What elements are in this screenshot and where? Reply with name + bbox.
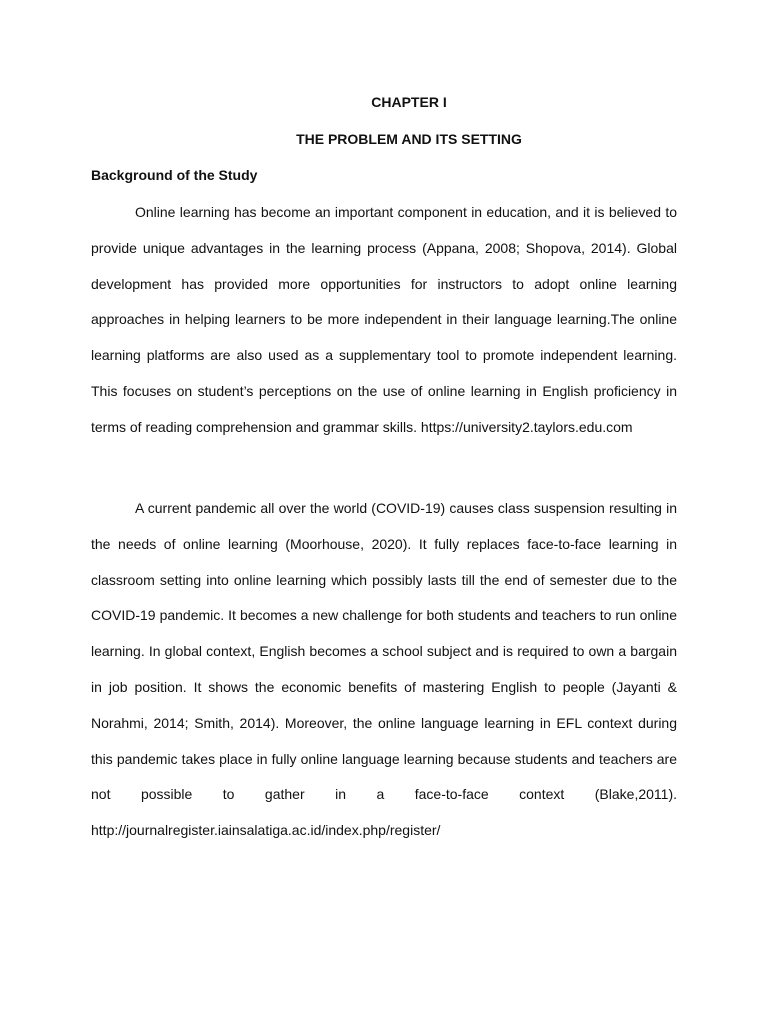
paragraph-2-link: http://journalregister.iainsalatiga.ac.id/index.php/register/ [91, 822, 441, 839]
chapter-title: THE PROBLEM AND ITS SETTING [296, 131, 522, 147]
paragraph-1-link: https://university2.taylors.edu.com [420, 418, 633, 435]
paragraph-1-text: Online learning has become an important component in education, and it is believed to provide unique advantages in the learning process (Appana, 2008; Shopova, 2014). Global development has provided more opportunities for instructors to adopt online learning approaches in helping learners to be more independent in their language learning.The online learning platforms are also used as a supplementary tool to promote independent learning. This focuses on student’s perceptions on the use of online learning in English proficiency in terms of reading comprehension and grammar skills. [91, 204, 677, 435]
paragraph-2 [91, 491, 677, 849]
chapter-label: CHAPTER I [371, 94, 447, 110]
section-heading: Background of the Study [91, 167, 258, 183]
paragraph-2-text: A current pandemic all over the world (COVID-19) causes class suspension resulting in the needs of online learning (Moorhouse, 2020). It fully replaces face-to-face learning in classroom setting into online learning which possibly lasts till the end of semester due to the COVID-19 pandemic. It becomes a new challenge for both students and teachers to run online learning. In global context, English becomes a school subject and is required to own a bargain in job position. It shows the economic benefits of mastering English to people (Jayanti & Norahmi, 2014; Smith, 2014). Moreover, the online language learning in EFL context during this pandemic takes place in fully online language learning because students and teachers are not possible to gather in a face-to-face context (Blake,2011). [91, 500, 677, 803]
paragraph-1 [91, 195, 677, 446]
